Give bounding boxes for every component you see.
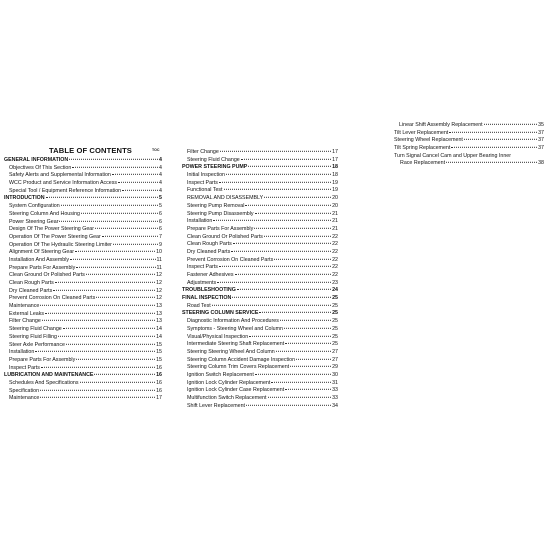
toc-entry [394, 122, 544, 130]
toc-page-number: 19 [332, 187, 338, 194]
toc-entry [182, 187, 338, 195]
toc-entry-title: Fastener Adhesives [187, 272, 234, 278]
toc-page-number: 14 [156, 333, 162, 340]
toc-page-number: 37 [538, 137, 544, 144]
toc-entry [4, 342, 162, 350]
toc-entry [182, 249, 338, 257]
toc-entry-title: Steering Column And Housing [9, 210, 80, 217]
toc-page-number: 6 [159, 218, 162, 225]
dot-leader [42, 320, 155, 321]
toc-page-number: 22 [332, 272, 338, 278]
toc-entry [182, 364, 338, 372]
dot-leader [219, 182, 331, 183]
toc-entry-title: STEERING COLUMN SERVICE [182, 310, 259, 317]
toc-entry-title: Objectives Of This Section [9, 164, 72, 171]
toc-page-number: 25 [332, 310, 338, 317]
toc-page-number: 22 [332, 256, 338, 263]
toc-page-number: 27 [332, 348, 338, 355]
toc-entry-title: Ignition Switch Replacement [187, 371, 254, 378]
toc-page-number: 22 [332, 248, 338, 255]
dot-leader [224, 189, 332, 190]
toc-page-number: 6 [159, 210, 162, 217]
dot-leader [55, 282, 155, 283]
toc-page-number: 6 [159, 226, 162, 233]
toc-entry [4, 188, 162, 196]
toc-entry [4, 388, 162, 396]
toc-entry-title: Inspect Parts [187, 179, 218, 186]
toc-entry [4, 365, 162, 373]
toc-entry [4, 326, 162, 334]
toc-page-number: 5 [159, 195, 162, 202]
toc-section-heading [182, 295, 338, 303]
dot-leader [446, 162, 537, 163]
toc-entry [182, 318, 338, 326]
dot-leader [484, 124, 537, 125]
toc-entry-title: Dry Cleaned Parts [9, 287, 53, 294]
toc-entry [394, 145, 544, 153]
dot-leader [69, 159, 158, 160]
toc-entry-title: Prepare Parts For Assembly [187, 225, 254, 232]
toc-entry [182, 218, 338, 226]
dot-leader [41, 366, 155, 367]
toc-entry [182, 334, 338, 342]
dot-leader [76, 359, 155, 360]
dot-leader [118, 182, 158, 183]
dot-leader [451, 147, 537, 148]
toc-entry-title: Inspect Parts [9, 364, 40, 371]
toc-entry [4, 265, 162, 273]
dot-leader [96, 297, 155, 298]
toc-entry [182, 195, 338, 203]
toc-entry [394, 130, 544, 138]
dot-leader [94, 374, 155, 375]
toc-entry-title: Shift Lever Replacement [187, 402, 246, 409]
dot-leader [61, 205, 158, 206]
toc-entry [182, 226, 338, 234]
toc-page-number: 12 [156, 287, 162, 294]
toc-entry-title: GENERAL INFORMATION [4, 157, 69, 163]
toc-entry-title: Alignment Of Steering Gear [9, 249, 75, 256]
dot-leader [40, 305, 155, 306]
toc-page-number: 20 [332, 202, 338, 209]
dot-leader [46, 197, 158, 198]
toc-entry-title: Steering Pump Disassembly [187, 210, 254, 217]
dot-leader [80, 382, 156, 383]
toc-page-number: 13 [156, 303, 162, 310]
toc-page-number: 22 [332, 264, 338, 271]
toc-entry [394, 153, 544, 168]
dot-leader [246, 404, 331, 405]
toc-entry-title: Filter Change [187, 149, 219, 155]
toc-section-heading [4, 195, 162, 203]
dot-leader [268, 397, 332, 398]
toc-page-number: 25 [332, 341, 338, 348]
toc-page-number: 31 [332, 379, 338, 386]
toc-entry [4, 257, 162, 265]
toc-page-number: 11 [156, 256, 162, 263]
dot-leader [40, 389, 155, 390]
toc-entry-title: Diagnostic Information And Procedures [187, 318, 279, 325]
toc-page-number: 34 [332, 402, 338, 409]
toc-entry-title: Adjustments [187, 279, 217, 286]
toc-page-number: 23 [332, 279, 338, 286]
toc-entry-title: Filter Change [9, 318, 41, 325]
toc-section-heading [182, 164, 338, 172]
dot-leader [59, 220, 158, 221]
toc-page-number: 25 [332, 295, 338, 302]
toc-page-number: 11 [156, 264, 162, 271]
toc-entry-title: External Leaks [9, 310, 45, 317]
dot-leader [217, 281, 331, 282]
toc-entry [182, 211, 338, 219]
toc-entry-title: Intermediate Steering Shaft Replacement [187, 341, 285, 348]
toc-entry [182, 303, 338, 311]
toc-entry-title: TROUBLESHOOTING [182, 287, 236, 294]
toc-entry [182, 349, 338, 357]
toc-entry [182, 172, 338, 180]
dot-leader [237, 289, 331, 290]
toc-entry-title: WCC Product and Service Information Access [9, 180, 118, 187]
dot-leader [285, 343, 331, 344]
toc-page-number: 38 [538, 160, 544, 167]
toc-page-number: 37 [538, 129, 544, 136]
toc-page-number: 27 [332, 356, 338, 363]
toc-entry-title: FINAL INSPECTION [182, 295, 232, 302]
toc-code: TOC [152, 148, 160, 152]
toc-page-number: 12 [156, 280, 162, 286]
toc-entry-title: Specification [9, 387, 40, 394]
dot-leader [280, 320, 331, 321]
toc-entry [182, 380, 338, 388]
toc-entry [182, 234, 338, 242]
dot-leader [255, 374, 331, 375]
toc-page-number: 13 [156, 318, 162, 325]
toc-page-number: 12 [156, 295, 162, 302]
toc-page-number: 4 [159, 164, 162, 171]
dot-leader [271, 381, 331, 382]
toc-page-number: 17 [332, 156, 338, 163]
toc-entry [4, 311, 162, 319]
dot-leader [45, 313, 155, 314]
toc-page-number: 15 [156, 349, 162, 356]
toc-page-number: 16 [156, 372, 162, 379]
dot-leader [219, 266, 331, 267]
toc-page-number: 17 [156, 395, 162, 402]
toc-entry-title-cont: Race Replacement [400, 160, 446, 167]
toc-page-number: 21 [332, 218, 338, 225]
toc-entry-title: Installation [9, 349, 35, 356]
toc-entry-title: Dry Cleaned Parts [187, 248, 231, 255]
toc-entry [182, 357, 338, 365]
toc-page-number: 25 [332, 325, 338, 332]
toc-entry [4, 172, 162, 180]
toc-entry-title: System Configuration [9, 203, 60, 210]
toc-entry [4, 295, 162, 303]
toc-entry [182, 241, 338, 249]
toc-entry-title: Steering Wheel Replacement [394, 137, 463, 144]
dot-leader [449, 131, 537, 132]
toc-entry-title: Clean Rough Parts [9, 280, 54, 286]
toc-page-number: 13 [156, 310, 162, 317]
dot-leader [255, 212, 332, 213]
toc-entry-title: Special Tool / Equipment Reference Information [9, 187, 122, 194]
toc-entry-title: POWER STEERING PUMP [182, 164, 248, 171]
toc-section-heading [182, 287, 338, 295]
toc-page-number: 18 [332, 172, 338, 179]
dot-leader [220, 151, 331, 152]
toc-page-number: 10 [156, 249, 162, 256]
toc-entry [4, 226, 162, 234]
toc-entry [182, 203, 338, 211]
toc-entry [182, 403, 338, 411]
dot-leader [276, 351, 331, 352]
toc-list-3 [394, 122, 544, 168]
toc-section-heading [4, 157, 162, 165]
dot-leader [259, 312, 331, 313]
dot-leader [53, 289, 155, 290]
toc-entry-title: Tilt Lever Replacement [394, 129, 449, 136]
toc-entry [4, 272, 162, 280]
toc-entry-title: Linear Shift Assembly Replacement [399, 122, 483, 128]
toc-page-number: 4 [159, 157, 162, 163]
toc-entry [4, 349, 162, 357]
toc-page-number: 19 [332, 179, 338, 186]
toc-entry-title: Steer Axle Performance [9, 341, 65, 348]
dot-leader [112, 174, 158, 175]
toc-entry-title: Operation Of The Hydraulic Steering Limiter [9, 241, 112, 248]
toc-entry-title: Steering Pump Removal [187, 202, 245, 209]
toc-page-number: 37 [538, 145, 544, 152]
toc-page-number: 15 [156, 356, 162, 363]
toc-page-number: 33 [332, 395, 338, 401]
dot-leader [284, 328, 331, 329]
dot-leader [213, 220, 331, 221]
toc-page-number: 16 [156, 387, 162, 394]
toc-entry-title: Steering Fluid Change [9, 326, 62, 333]
toc-page-number: 4 [159, 180, 162, 187]
toc-entry [182, 326, 338, 334]
toc-page-number: 16 [156, 364, 162, 371]
dot-leader [245, 205, 331, 206]
toc-entry-title: Steering Column Trim Covers Replacement [187, 364, 290, 371]
toc-entry-title: Power Steering Gear [9, 218, 59, 225]
toc-entry [182, 280, 338, 288]
toc-page-number: 4 [159, 172, 162, 179]
dot-leader [113, 243, 158, 244]
toc-page-number: 7 [159, 233, 162, 240]
toc-entry-title: Visual/Physical Inspection [187, 333, 249, 340]
dot-leader [231, 251, 331, 252]
toc-entry [4, 219, 162, 227]
toc-section-heading [182, 310, 338, 318]
toc-title: TABLE OF CONTENTS [49, 146, 132, 155]
toc-entry-title: Installation And Assembly [9, 256, 70, 263]
dot-leader [249, 335, 331, 336]
toc-entry-title: Maintenance [9, 395, 40, 402]
toc-entry-title: Steering Steering Wheel And Column [187, 348, 275, 355]
dot-leader [274, 258, 331, 259]
toc-page-number: 30 [332, 371, 338, 378]
toc-page-number: 14 [156, 326, 162, 333]
toc-entry-title: Functional Test [187, 187, 223, 194]
dot-leader [122, 190, 158, 191]
toc-page-number: 29 [332, 364, 338, 371]
toc-page-number: 17 [332, 149, 338, 155]
toc-entry [394, 137, 544, 145]
toc-list-2 [182, 149, 338, 410]
dot-leader [63, 328, 155, 329]
toc-page-number: 25 [332, 318, 338, 325]
dot-leader [212, 305, 331, 306]
toc-entry [182, 257, 338, 265]
toc-entry-title: Prevent Corrosion On Cleaned Parts [9, 295, 96, 302]
toc-entry [182, 149, 338, 157]
toc-page-number: 22 [332, 233, 338, 240]
toc-entry [182, 157, 338, 165]
dot-leader [81, 213, 158, 214]
toc-page-number: 12 [156, 272, 162, 279]
toc-entry-title: Turn Signal Cancel Cam and Upper Bearing Inner [394, 152, 511, 159]
toc-entry [4, 334, 162, 342]
toc-entry [4, 318, 162, 326]
toc-page-number: 25 [332, 333, 338, 340]
dot-leader [72, 166, 158, 167]
toc-entry [4, 395, 162, 403]
toc-page-number: 35 [538, 122, 544, 128]
dot-leader [233, 243, 331, 244]
toc-entry-title: Operation Of The Power Steering Gear [9, 233, 101, 240]
dot-leader [95, 228, 158, 229]
toc-entry-title: Schedules And Specifications [9, 379, 79, 386]
toc-page-number: 22 [332, 241, 338, 248]
toc-entry-title: Road Test [187, 302, 211, 309]
toc-entry [4, 203, 162, 211]
dot-leader [235, 274, 332, 275]
toc-entry [4, 249, 162, 257]
toc-entry-title: Prevent Corrosion On Cleaned Parts [187, 256, 274, 263]
toc-entry [4, 180, 162, 188]
dot-leader [102, 236, 158, 237]
toc-entry-title: Steering Column Accident Damage Inspection [187, 356, 296, 363]
toc-entry-title: Clean Rough Parts [187, 241, 232, 248]
toc-list-1 [4, 157, 162, 403]
toc-entry-title: Installation [187, 218, 213, 225]
toc-entry-title: Maintenance [9, 303, 40, 310]
toc-page-number: 33 [332, 387, 338, 394]
toc-page-number: 20 [332, 195, 338, 202]
dot-leader [464, 139, 537, 140]
dot-leader [241, 158, 331, 159]
toc-entry-title: Prepare Parts For Assembly [9, 264, 76, 271]
toc-entry [182, 387, 338, 395]
toc-entry-title: Ignition Lock Cylinder Replacement [187, 379, 271, 386]
toc-page-number: 4 [159, 187, 162, 194]
dot-leader [248, 166, 331, 167]
dot-leader [285, 389, 331, 390]
toc-entry [182, 272, 338, 280]
toc-entry [182, 372, 338, 380]
toc-entry-title: Steering Fluid Change [187, 156, 240, 163]
toc-entry-title: Clean Ground Or Polished Parts [9, 272, 85, 279]
toc-entry [4, 211, 162, 219]
toc-page-number: 9 [159, 241, 162, 248]
toc-entry [4, 288, 162, 296]
toc-page-number: 18 [332, 164, 338, 171]
toc-page-number: 21 [332, 210, 338, 217]
toc-entry [4, 380, 162, 388]
toc-entry [182, 264, 338, 272]
dot-leader [232, 297, 331, 298]
toc-entry-title: Initial Inspection [187, 172, 225, 179]
toc-entry-title: Tilt Spring Replacement [394, 145, 451, 152]
toc-entry-title: Safety Alerts and Supplemental Information [9, 172, 111, 179]
toc-page-number: 16 [156, 379, 162, 386]
toc-entry-title: Ignition Lock Cylinder Case Replacement [187, 387, 285, 394]
dot-leader [254, 228, 331, 229]
dot-leader [86, 274, 155, 275]
toc-entry-title: Design Of The Power Steering Gear [9, 226, 94, 233]
toc-entry [182, 395, 338, 403]
dot-leader [76, 266, 155, 267]
toc-page-number: 24 [332, 287, 338, 294]
toc-entry [4, 357, 162, 365]
toc-entry-title: INTRODUCTION [4, 195, 45, 202]
toc-page-number: 21 [332, 225, 338, 232]
toc-entry-title: Prepare Parts For Assembly [9, 356, 76, 363]
toc-entry-title: Multifunction Switch Replacement [187, 395, 267, 401]
toc-entry-title: Steering Fluid Filling [9, 333, 57, 340]
dot-leader [296, 358, 331, 359]
toc-entry-title: LUBRICATION AND MAINTENANCE [4, 372, 94, 379]
dot-leader [40, 397, 155, 398]
dot-leader [264, 235, 331, 236]
dot-leader [35, 351, 155, 352]
dot-leader [290, 366, 331, 367]
toc-entry [182, 180, 338, 188]
toc-entry-title: REMOVAL AND DISASSEMBLY [187, 195, 264, 202]
toc-entry [4, 280, 162, 288]
toc-entry [4, 234, 162, 242]
dot-leader [226, 174, 331, 175]
dot-leader [264, 197, 331, 198]
toc-entry [4, 303, 162, 311]
toc-page-number: 15 [156, 341, 162, 348]
toc-page-number: 25 [332, 302, 338, 309]
dot-leader [75, 251, 155, 252]
toc-page-number: 5 [159, 203, 162, 210]
toc-entry-title: Clean Ground Or Polished Parts [187, 233, 263, 240]
toc-section-heading [4, 372, 162, 380]
toc-entry [4, 242, 162, 250]
toc-entry [182, 341, 338, 349]
toc-entry-title: Symptoms - Steering Wheel and Column [187, 325, 283, 332]
dot-leader [58, 336, 155, 337]
toc-entry-title: Inspect Parts [187, 264, 218, 271]
dot-leader [66, 343, 155, 344]
dot-leader [70, 259, 155, 260]
toc-entry [4, 165, 162, 173]
